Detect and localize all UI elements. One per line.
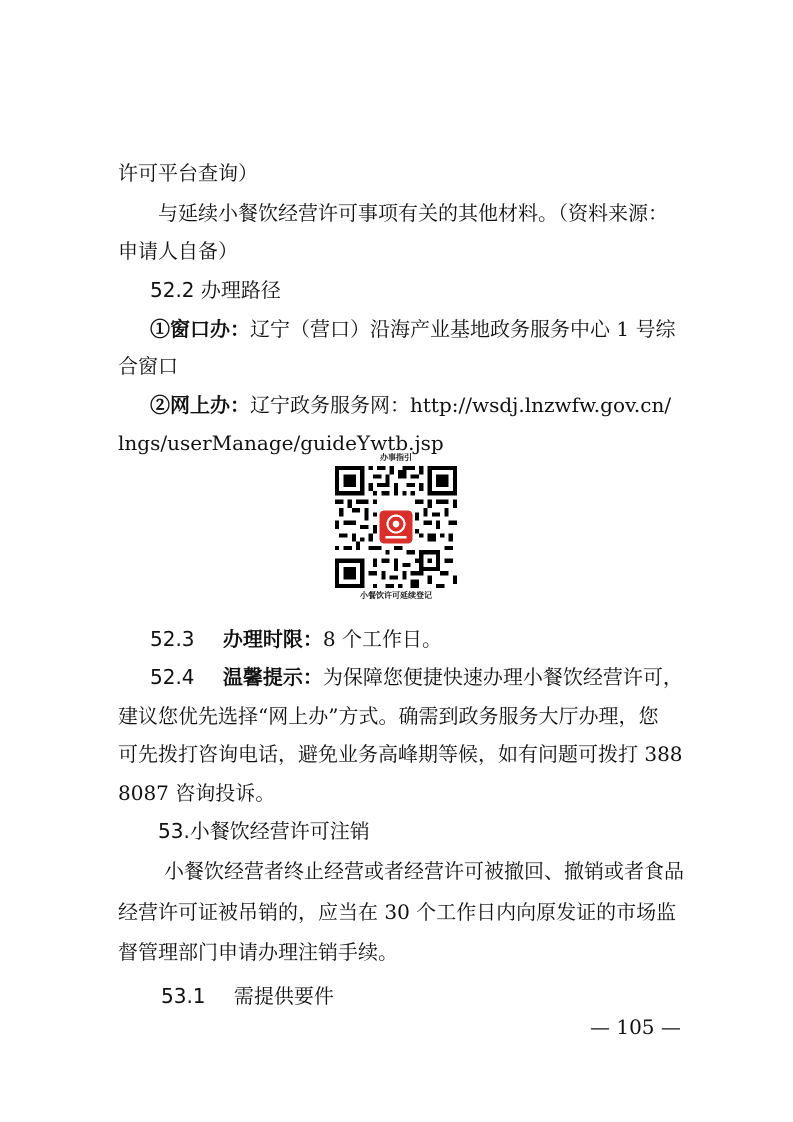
text-line <box>150 392 671 418</box>
text-line: 小餐饮经营者终止经营或者经营许可被撤回、撤销或者食品 <box>164 859 684 883</box>
section-title: 办理路径 <box>200 278 281 302</box>
text-line <box>150 664 683 690</box>
text-line: 与延续小餐饮经营许可事项有关的其他材料。（资料来源： <box>158 201 668 225</box>
label-tips: 温馨提示： <box>222 665 323 689</box>
qr-code-image <box>335 466 457 588</box>
time-limit-value: 8 个工作日。 <box>322 627 442 651</box>
section-heading-53: 53.小餐饮经营许可注销 <box>158 819 370 843</box>
text-line: 经营许可证被吊销的，应当在 30 个工作日内向原发证的市场监 <box>118 900 677 924</box>
label-window: ①窗口办： <box>150 317 250 341</box>
text-line: 建议您优先选择“网上办”方式。确需到政务服务大厅办理，您 <box>118 704 659 728</box>
text-line <box>150 316 675 342</box>
text-line: 8087 咨询投诉。 <box>118 781 276 805</box>
qr-caption-bottom: 小餐饮许可延续登记 <box>360 591 432 600</box>
section-heading-52-2 <box>150 277 281 303</box>
text-line: 督管理部门申请办理注销手续。 <box>118 940 398 964</box>
qr-code-block <box>331 452 461 604</box>
section-number: 52.2 <box>150 278 195 302</box>
text-line: 申请人自备） <box>118 239 238 263</box>
online-url: 辽宁政务服务网：http://wsdj.lnzwfw.gov.cn/ <box>250 393 672 417</box>
section-number: 53.1 <box>161 984 206 1008</box>
section-number: 52.4 <box>150 665 195 689</box>
text-line <box>150 626 442 652</box>
window-address: 辽宁（营口）沿海产业基地政务服务中心 1 号综 <box>250 317 676 341</box>
label-online: ②网上办： <box>150 393 250 417</box>
section-heading-53-1 <box>161 983 334 1009</box>
section-number: 52.3 <box>150 627 195 651</box>
page-number: — 105 — <box>590 1015 681 1039</box>
tips-text: 为保障您便捷快速办理小餐饮经营许可， <box>322 665 683 689</box>
text-line: lngs/userManage/guideYwtb.jsp <box>118 431 444 455</box>
text-line: 合窗口 <box>118 354 178 378</box>
label-time-limit: 办理时限： <box>222 627 323 651</box>
text-line: 许可平台查询） <box>118 161 258 185</box>
qr-caption-top: 办事指引 <box>380 453 412 462</box>
section-title: 需提供要件 <box>233 984 334 1008</box>
text-line: 可先拨打咨询电话，避免业务高峰期等候，如有问题可拨打 388 <box>118 742 683 766</box>
